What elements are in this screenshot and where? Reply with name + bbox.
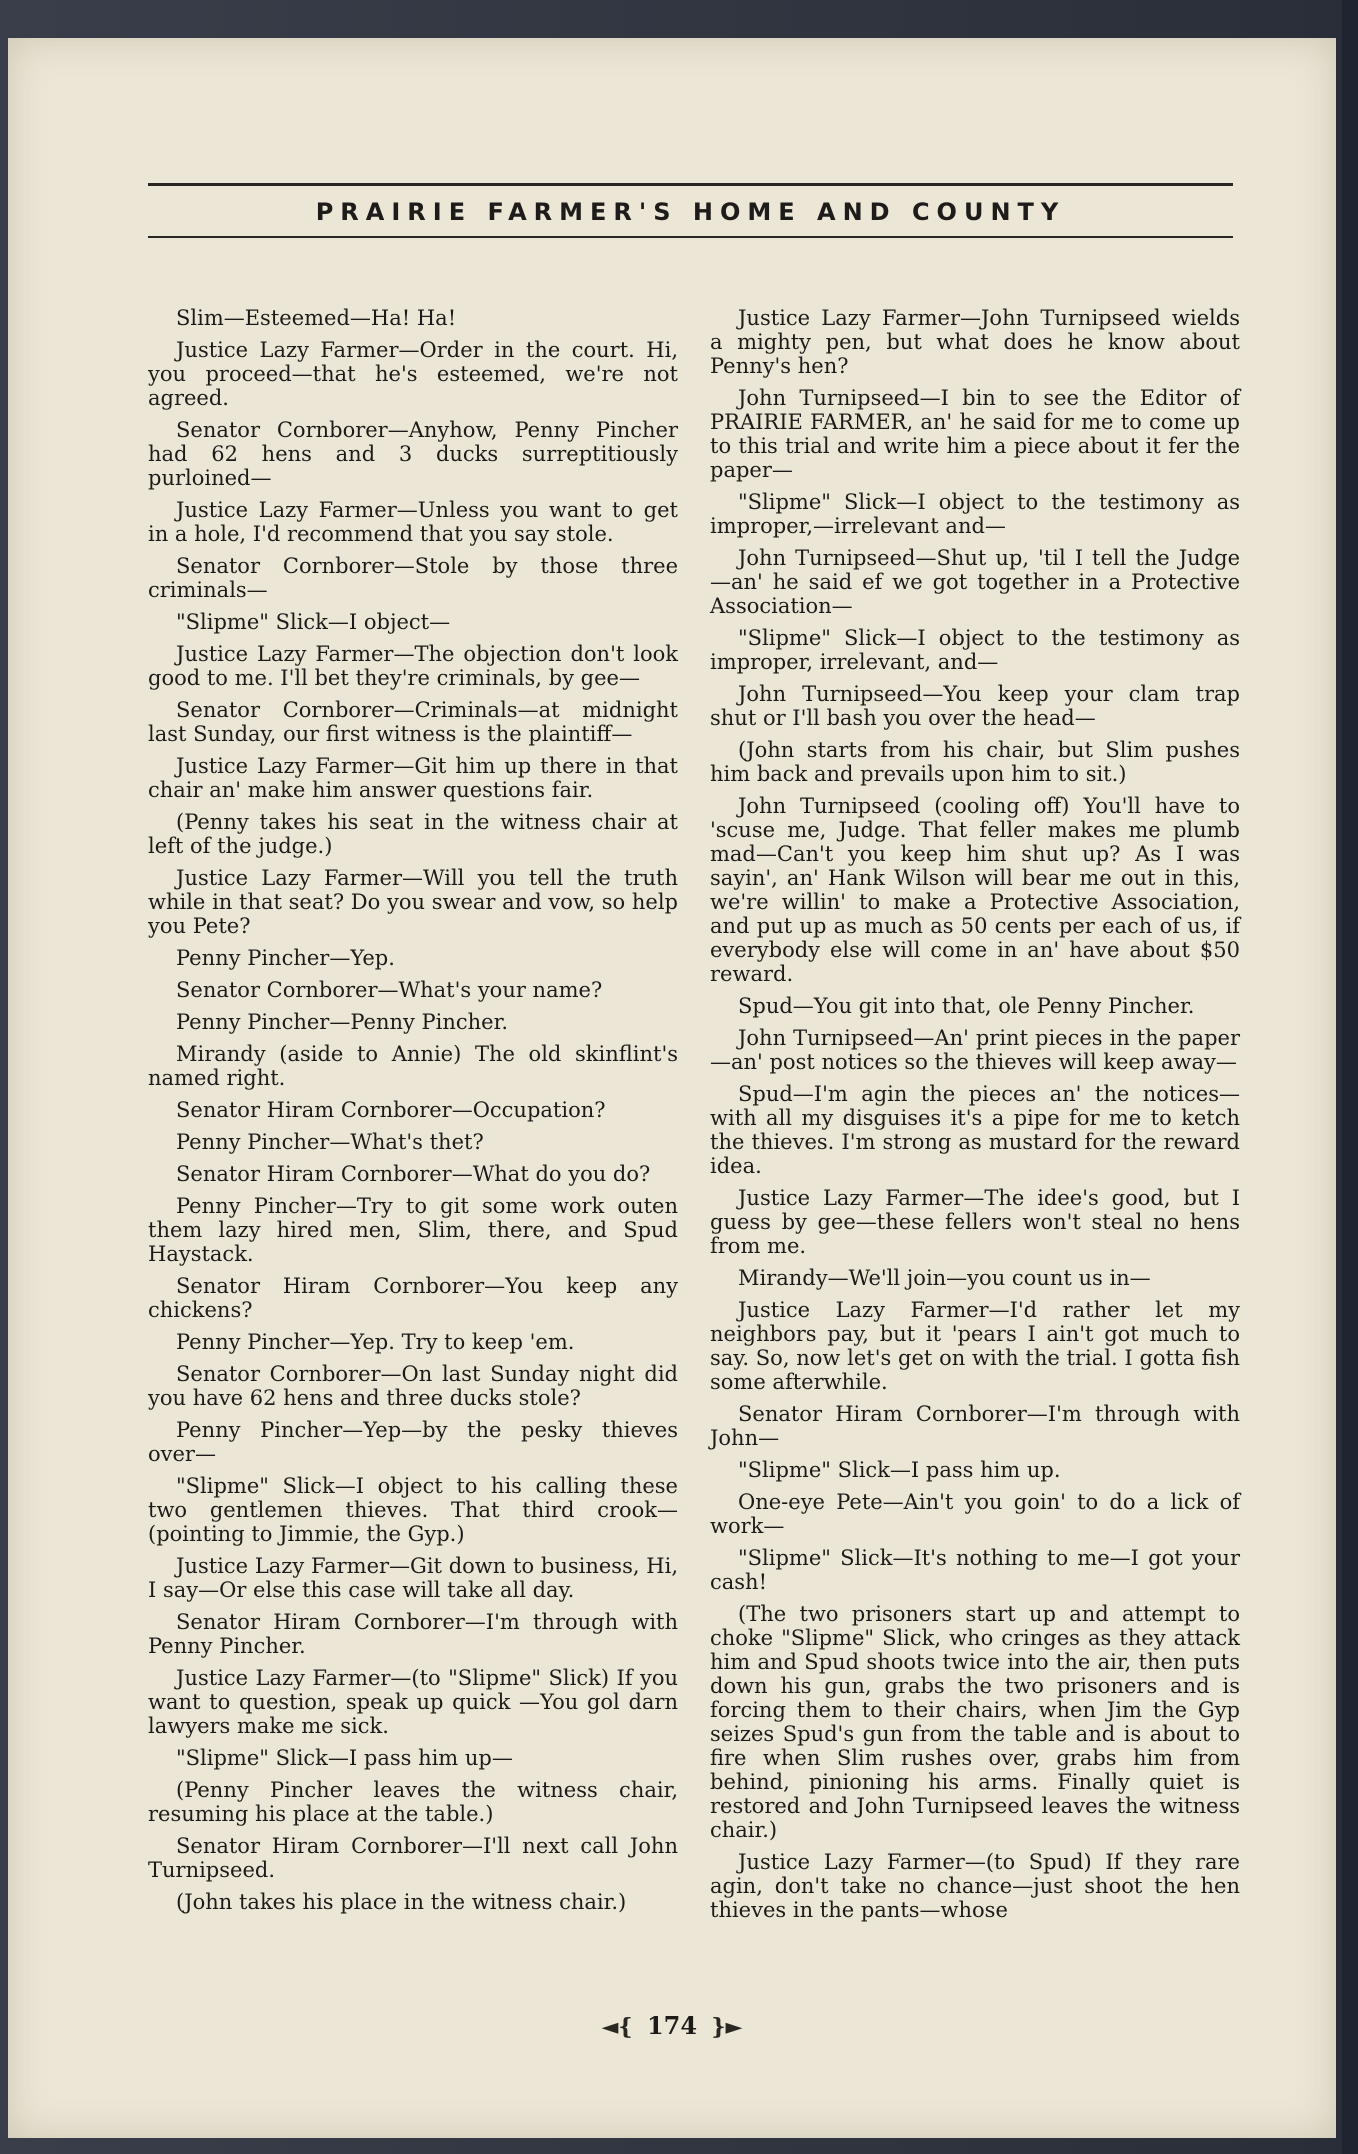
paragraph: Justice Lazy Farmer—Will you tell the truth while in that seat? Do you swear and vow, so help you Pete? bbox=[148, 866, 678, 938]
book-page bbox=[8, 38, 1336, 2138]
paragraph: Penny Pincher—What's thet? bbox=[176, 1130, 484, 1154]
header-rule-bottom bbox=[148, 236, 1233, 238]
paragraph: Senator Cornborer—Stole by those three criminals— bbox=[148, 554, 678, 602]
paragraph: (The two prisoners start up and attempt to choke "Slipme" Slick, who cringes as they attack him and Spud shoots twice into the air, then puts down his gun, grabs the two prisoners and is forcing them to their chairs, when Jim the Gyp seizes Spud's gun from the table and is about to fire when Slim rushes over, grabs him from behind, pinioning his arms. Finally quiet is restored and John Turnipseed leaves the witness chair.) bbox=[710, 1602, 1240, 1842]
paragraph: Senator Cornborer—Anyhow, Penny Pincher had 62 hens and 3 ducks surreptitiously purloined— bbox=[148, 418, 678, 490]
paragraph: Justice Lazy Farmer—I'd rather let my neighbors pay, but it 'pears I ain't got much to say. So, now let's get on with the trial. I gotta fish some afterwhile. bbox=[710, 1298, 1240, 1394]
paragraph: Senator Hiram Cornborer—You keep any chickens? bbox=[148, 1274, 678, 1322]
paragraph: "Slipme" Slick—I object— bbox=[176, 610, 451, 634]
paragraph: (John takes his place in the witness chair.) bbox=[176, 1890, 627, 1914]
paragraph: Justice Lazy Farmer—(to Spud) If they rare agin, don't take no chance—just shoot the hen thieves in the pants—whose bbox=[710, 1850, 1240, 1922]
paragraph: Senator Hiram Cornborer—I'm through with John— bbox=[710, 1402, 1240, 1450]
paragraph: One-eye Pete—Ain't you goin' to do a lick of work— bbox=[710, 1490, 1240, 1538]
page-footer bbox=[8, 2011, 1336, 2040]
paragraph: Spud—You git into that, ole Penny Pincher. bbox=[738, 994, 1195, 1018]
paragraph: "Slipme" Slick—I pass him up. bbox=[738, 1458, 1061, 1482]
paragraph: Mirandy—We'll join—you count us in— bbox=[738, 1266, 1151, 1290]
left-ornament: ◄{ bbox=[601, 2014, 633, 2040]
paragraph: "Slipme" Slick—It's nothing to me—I got your cash! bbox=[710, 1546, 1240, 1594]
paragraph: John Turnipseed (cooling off) You'll have to 'scuse me, Judge. That feller makes me plumb mad—Can't you keep him shut up? As I was sayin', an' Hank Wilson will bear me out in this, we're willin' to make a Protective Association, and put up as much as 50 cents per each of us, if everybody else will come in an' have about $50 reward. bbox=[710, 794, 1240, 986]
paragraph: (John starts from his chair, but Slim pushes him back and prevails upon him to sit.) bbox=[710, 738, 1240, 786]
paragraph: Penny Pincher—Try to git some work outen them lazy hired men, Slim, there, and Spud Haystack. bbox=[148, 1194, 678, 1266]
paragraph: Senator Hiram Cornborer—I'll next call John Turnipseed. bbox=[148, 1834, 678, 1882]
paragraph: Slim—Esteemed—Ha! Ha! bbox=[176, 306, 457, 330]
paragraph: Justice Lazy Farmer—The objection don't look good to me. I'll bet they're criminals, by gee— bbox=[148, 642, 678, 690]
paragraph: Penny Pincher—Yep—by the pesky thieves over— bbox=[148, 1418, 678, 1466]
paragraph: Justice Lazy Farmer—Order in the court. Hi, you proceed—that he's esteemed, we're not agreed. bbox=[148, 338, 678, 410]
paragraph: John Turnipseed—You keep your clam trap shut or I'll bash you over the head— bbox=[710, 682, 1240, 730]
paragraph: Senator Cornborer—Criminals—at midnight last Sunday, our first witness is the plaintiff— bbox=[148, 698, 678, 746]
paragraph: (Penny takes his seat in the witness chair at left of the judge.) bbox=[148, 810, 678, 858]
right-ornament: }► bbox=[711, 2014, 743, 2040]
paragraph: Justice Lazy Farmer—Git down to business, Hi, I say—Or else this case will take all day. bbox=[148, 1554, 678, 1602]
book-spine bbox=[1342, 0, 1358, 2154]
paragraph: Senator Hiram Cornborer—I'm through with Penny Pincher. bbox=[148, 1610, 678, 1658]
right-column bbox=[710, 306, 1240, 1930]
paragraph: John Turnipseed—Shut up, 'til I tell the Judge—an' he said ef we got together in a Protective Association— bbox=[710, 546, 1240, 618]
left-column bbox=[148, 306, 678, 1922]
paragraph: "Slipme" Slick—I pass him up— bbox=[176, 1746, 513, 1770]
paragraph: Justice Lazy Farmer—Unless you want to get in a hole, I'd recommend that you say stole. bbox=[148, 498, 678, 546]
paragraph: John Turnipseed—An' print pieces in the paper—an' post notices so the thieves will keep away— bbox=[710, 1026, 1240, 1074]
paragraph: Justice Lazy Farmer—Git him up there in that chair an' make him answer questions fair. bbox=[148, 754, 678, 802]
paragraph: "Slipme" Slick—I object to the testimony as improper, irrelevant, and— bbox=[710, 626, 1240, 674]
paragraph: Penny Pincher—Penny Pincher. bbox=[176, 1010, 509, 1034]
paragraph: Justice Lazy Farmer—The idee's good, but I guess by gee—these fellers won't steal no hens from me. bbox=[710, 1186, 1240, 1258]
paragraph: (Penny Pincher leaves the witness chair, resuming his place at the table.) bbox=[148, 1778, 678, 1826]
paragraph: Penny Pincher—Yep. bbox=[176, 946, 395, 970]
paragraph: Mirandy (aside to Annie) The old skinflint's named right. bbox=[148, 1042, 678, 1090]
paragraph: Spud—I'm agin the pieces an' the notices—with all my disguises it's a pipe for me to ketch the thieves. I'm strong as mustard for the reward idea. bbox=[710, 1082, 1240, 1178]
running-header bbox=[148, 183, 1233, 238]
paragraph: Senator Cornborer—What's your name? bbox=[176, 978, 603, 1002]
paragraph: Justice Lazy Farmer—John Turnipseed wields a mighty pen, but what does he know about Penny's hen? bbox=[710, 306, 1240, 378]
paragraph: John Turnipseed—I bin to see the Editor of PRAIRIE FARMER, an' he said for me to come up to this trial and write him a piece about it fer the paper— bbox=[710, 386, 1240, 482]
paragraph: Justice Lazy Farmer—(to "Slipme" Slick) If you want to question, speak up quick —You gol darn lawyers make me sick. bbox=[148, 1666, 678, 1738]
header-rule-top bbox=[148, 183, 1233, 186]
paragraph: Senator Cornborer—On last Sunday night did you have 62 hens and three ducks stole? bbox=[148, 1362, 678, 1410]
page-number: 174 bbox=[646, 2011, 698, 2040]
paragraph: Senator Hiram Cornborer—What do you do? bbox=[176, 1162, 651, 1186]
header-title: PRAIRIE FARMER'S HOME AND COUNTY bbox=[315, 198, 1066, 226]
paragraph: "Slipme" Slick—I object to his calling these two gentlemen thieves. That third crook—(pointing to Jimmie, the Gyp.) bbox=[148, 1474, 678, 1546]
paragraph: Senator Hiram Cornborer—Occupation? bbox=[176, 1098, 606, 1122]
paragraph: "Slipme" Slick—I object to the testimony as improper,—irrelevant and— bbox=[710, 490, 1240, 538]
paragraph: Penny Pincher—Yep. Try to keep 'em. bbox=[176, 1330, 575, 1354]
